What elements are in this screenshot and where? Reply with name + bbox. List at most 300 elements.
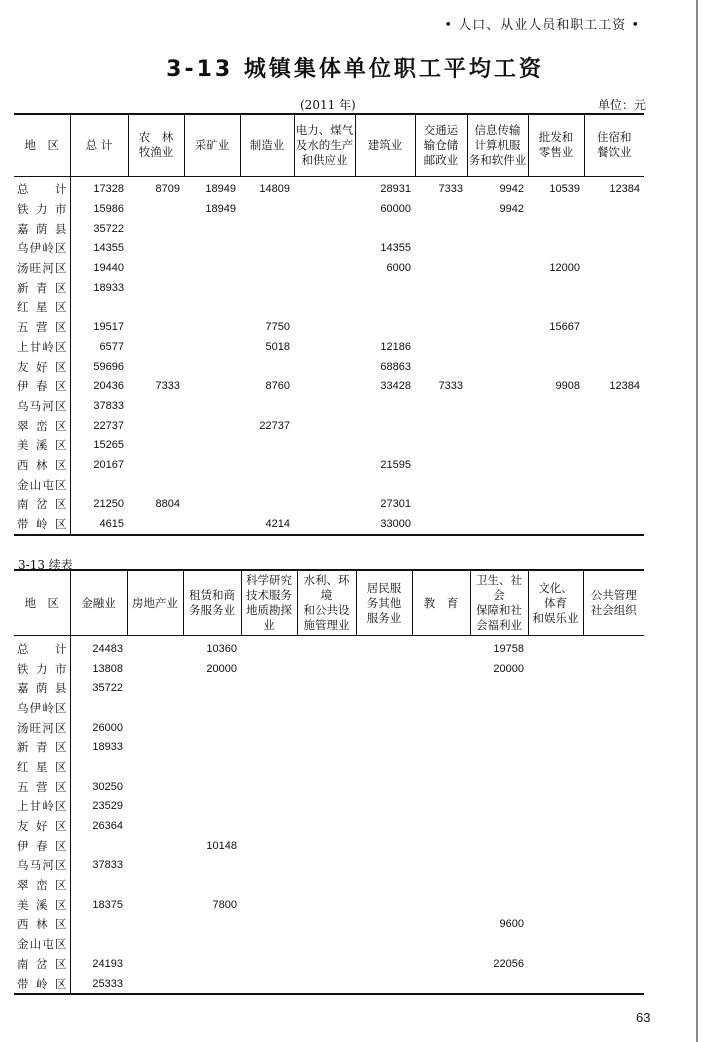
table-row [14,934,644,954]
wage-cell: 9908 [555,380,580,393]
wage-cell [184,258,240,278]
wage-cell: 19758 [493,642,524,655]
column-header: 水利、环境 和公共设 施管理业 [297,570,356,636]
region-name: 带岭区 [14,974,70,995]
wage-cell [355,278,415,298]
wage-cell [412,915,470,935]
wage-cell [241,816,297,836]
wage-cell [183,777,241,797]
wage-cell [528,915,583,935]
wage-cell [240,298,294,318]
wage-cell: 18933 [92,741,123,754]
wage-cell [412,797,470,817]
wage-cell [241,895,297,915]
wage-cell [183,875,241,895]
wage-cell: 7333 [155,380,180,393]
wage-cell [412,856,470,876]
wage-cell [356,659,412,679]
wage-cell [240,199,294,219]
wage-cell [70,915,127,935]
wage-cell: 5018 [265,340,290,353]
wage-cell [467,357,528,377]
region-name: 新青区 [14,278,70,298]
wage-cell [241,797,297,817]
wage-cell: 59696 [93,360,124,373]
wage-cell [294,278,355,298]
table-row [14,337,644,357]
wage-cell [528,974,583,995]
wage-cell [584,258,644,278]
wage-cell [415,357,467,377]
wage-cell [183,678,241,698]
region-name: 铁力市 [14,659,70,679]
wage-cell [184,278,240,298]
wage-cell [356,974,412,995]
column-header: 地 区 [14,570,70,636]
wage-cell [297,698,356,718]
page-number: 63 [636,1010,651,1025]
wage-cell [356,636,412,659]
wage-cell [415,298,467,318]
region-name: 汤旺河区 [14,258,70,278]
wage-cell [584,239,644,259]
wage-cell [128,278,184,298]
wage-cell: 7333 [438,380,463,393]
wage-cell [528,514,584,535]
wage-cell [584,219,644,239]
wage-cell [127,757,183,777]
wage-cell [70,934,127,954]
wage-cell [583,737,644,757]
wage-cell: 12000 [549,262,580,275]
wage-cell [127,698,183,718]
wage-cell [297,974,356,995]
table-row [14,357,644,377]
wage-cell [528,455,584,475]
region-name: 新青区 [14,737,70,757]
wage-cell [127,659,183,679]
wage-cell: 20000 [493,662,524,675]
wage-cell [297,659,356,679]
wage-cell [128,298,184,318]
wage-cell [184,337,240,357]
wage-cell [467,455,528,475]
wage-cell [528,416,584,436]
wage-cell: 37833 [92,859,123,872]
wage-cell [127,954,183,974]
wage-cell [127,636,183,659]
wage-cell [127,678,183,698]
wage-cell: 20000 [206,662,237,675]
table-row [14,875,644,895]
wage-cell: 6000 [386,262,411,275]
column-header: 金融业 [70,570,127,636]
wage-cell [356,797,412,817]
wage-cell [127,737,183,757]
region-name: 带岭区 [14,514,70,535]
wage-cell [528,659,583,679]
wage-cell [127,895,183,915]
wage-cell [584,514,644,535]
wage-cell [415,239,467,259]
wage-cell [583,659,644,679]
wage-cell [583,678,644,698]
region-name: 金山屯区 [14,934,70,954]
wage-cell [583,895,644,915]
wage-cell [415,396,467,416]
wage-cell [70,836,127,856]
running-header: • 人口、从业人员和职工工资 • [444,18,640,33]
wage-cell: 68863 [380,360,411,373]
wage-cell [127,856,183,876]
wage-cell [184,435,240,455]
wage-cell: 10148 [206,839,237,852]
wage-cell [240,258,294,278]
table-row [14,737,644,757]
wage-cell [294,455,355,475]
wage-cell [184,376,240,396]
table-row [14,816,644,836]
region-name: 乌马河区 [14,396,70,416]
region-name: 上甘岭区 [14,797,70,817]
table-row [14,298,644,318]
wage-cell [583,816,644,836]
wage-cell [470,856,528,876]
region-name: 翠峦区 [14,416,70,436]
wage-cell [128,416,184,436]
wage-cell [127,875,183,895]
wage-cell [356,757,412,777]
wage-cell [412,678,470,698]
wage-cell [584,298,644,318]
wage-cell [297,757,356,777]
wage-cell [412,934,470,954]
wage-cell [241,974,297,995]
wage-cell [183,797,241,817]
wage-cell: 13808 [92,662,123,675]
wage-cell [183,915,241,935]
wage-cell [241,836,297,856]
wage-cell [184,239,240,259]
wage-cell [240,219,294,239]
wage-cell: 18949 [205,203,236,216]
wage-cell [183,698,241,718]
wage-cell [470,816,528,836]
wage-cell [128,199,184,219]
region-name: 南岔区 [14,495,70,515]
wage-cell: 4214 [265,518,290,531]
wage-cell [356,954,412,974]
wage-cell [412,737,470,757]
wage-cell [183,934,241,954]
region-name: 金山屯区 [14,475,70,495]
wage-cell [70,698,127,718]
wage-cell [355,435,415,455]
table-row [14,954,644,974]
wage-cell [240,435,294,455]
wage-cell: 20167 [93,458,124,471]
wage-cell [584,317,644,337]
wage-cell [294,514,355,535]
table-row [14,514,644,535]
table-row [14,176,644,199]
wage-cell [583,934,644,954]
column-header: 交通运 输仓储 邮政业 [415,114,467,176]
wage-cell: 18949 [205,183,236,196]
wage-cell [241,954,297,974]
column-header: 地 区 [14,114,70,176]
wage-cell [470,757,528,777]
wage-cell [241,915,297,935]
wage-cell: 24193 [92,957,123,970]
wage-cell [356,698,412,718]
wage-cell: 26000 [92,721,123,734]
column-header: 住宿和 餐饮业 [584,114,644,176]
wage-cell [470,718,528,738]
wage-cell [470,934,528,954]
wage-cell [583,915,644,935]
wage-cell: 26364 [92,820,123,833]
wage-cell [127,797,183,817]
table-row [14,475,644,495]
wage-cell [415,495,467,515]
wage-cell [183,737,241,757]
wage-cell [128,317,184,337]
table-header-row [14,114,644,176]
wage-cell [467,396,528,416]
wage-cell [127,915,183,935]
wage-cell: 15265 [93,439,124,452]
wage-cell [584,396,644,416]
region-name: 乌马河区 [14,856,70,876]
wage-cell: 15667 [549,321,580,334]
column-header: 建筑业 [355,114,415,176]
wage-cell [294,495,355,515]
wage-cell [297,934,356,954]
wage-cell: 14809 [259,183,290,196]
region-name: 翠峦区 [14,875,70,895]
region-name: 美溪区 [14,435,70,455]
wage-cell [528,278,584,298]
table-row [14,239,644,259]
wage-table-part1 [14,113,644,536]
wage-cell [297,777,356,797]
region-name: 友好区 [14,357,70,377]
wage-cell [128,475,184,495]
wage-cell: 22737 [259,419,290,432]
wage-cell: 17328 [93,183,124,196]
wage-cell [184,416,240,436]
table-row [14,317,644,337]
wage-cell [297,954,356,974]
region-name: 红星区 [14,757,70,777]
wage-cell [528,895,583,915]
wage-cell: 18375 [92,898,123,911]
wage-cell: 8709 [155,183,180,196]
page-edge-line [696,0,698,1042]
wage-cell [356,895,412,915]
wage-cell [583,875,644,895]
wage-cell [356,836,412,856]
wage-cell [356,737,412,757]
wage-cell [528,298,584,318]
wage-cell [184,317,240,337]
wage-cell: 22056 [493,957,524,970]
wage-cell [294,219,355,239]
region-name: 乌伊岭区 [14,698,70,718]
wage-cell: 30250 [92,780,123,793]
wage-cell [528,698,583,718]
wage-cell [528,737,583,757]
wage-cell [528,678,583,698]
wage-cell [183,954,241,974]
wage-cell [415,475,467,495]
wage-cell [128,258,184,278]
wage-cell [467,416,528,436]
table-row [14,495,644,515]
table-header-row [14,570,644,636]
wage-cell [183,856,241,876]
region-name: 西林区 [14,915,70,935]
wage-cell [528,954,583,974]
wage-cell [528,836,583,856]
wage-cell: 7750 [265,321,290,334]
wage-cell [584,199,644,219]
wage-cell [184,219,240,239]
wage-cell [240,357,294,377]
column-header: 卫生、社会 保障和社 会福利业 [470,570,528,636]
wage-cell [583,777,644,797]
wage-cell [528,757,583,777]
wage-cell [470,737,528,757]
wage-cell [356,678,412,698]
wage-cell: 60000 [380,203,411,216]
wage-cell [184,475,240,495]
region-name: 嘉荫县 [14,219,70,239]
region-name: 伊春区 [14,376,70,396]
wage-cell: 24483 [92,642,123,655]
column-header: 居民服 务其他 服务业 [356,570,412,636]
wage-cell [584,357,644,377]
wage-cell [128,514,184,535]
wage-cell [297,737,356,757]
wage-cell [584,495,644,515]
wage-cell [128,219,184,239]
table-row [14,659,644,679]
column-header: 公共管理 社会组织 [583,570,644,636]
wage-cell [183,816,241,836]
wage-cell: 7333 [438,183,463,196]
wage-cell [415,337,467,357]
column-header: 房地产业 [127,570,183,636]
table-row [14,915,644,935]
table-row [14,396,644,416]
wage-cell [127,836,183,856]
wage-cell [467,317,528,337]
region-name: 上甘岭区 [14,337,70,357]
wage-cell [297,856,356,876]
wage-cell [356,816,412,836]
wage-cell [356,875,412,895]
wage-cell: 33428 [380,380,411,393]
wage-cell [183,757,241,777]
wage-cell [528,797,583,817]
wage-cell: 7800 [212,898,237,911]
wage-cell [467,219,528,239]
column-header: 总 计 [70,114,128,176]
wage-cell [128,357,184,377]
column-header: 农 林 牧渔业 [128,114,184,176]
wage-cell [415,435,467,455]
wage-cell [184,357,240,377]
wage-cell [294,317,355,337]
wage-cell [294,396,355,416]
page-title: 3-13 城镇集体单位职工平均工资 [166,57,544,82]
column-header: 采矿业 [184,114,240,176]
wage-cell [184,455,240,475]
wage-cell [294,357,355,377]
wage-cell [467,258,528,278]
wage-cell: 23529 [92,800,123,813]
wage-cell: 35722 [92,682,123,695]
table-row [14,797,644,817]
wage-cell [356,934,412,954]
wage-cell [470,777,528,797]
table-row [14,974,644,995]
wage-cell [241,875,297,895]
wage-cell [241,777,297,797]
wage-cell [528,219,584,239]
wage-cell: 35722 [93,222,124,235]
wage-cell [356,777,412,797]
wage-cell: 22737 [93,419,124,432]
wage-cell [412,974,470,995]
region-name: 南岔区 [14,954,70,974]
table-row [14,678,644,698]
wage-cell: 37833 [93,399,124,412]
wage-cell [355,475,415,495]
wage-cell [297,797,356,817]
wage-cell [297,875,356,895]
wage-cell [412,718,470,738]
wage-cell [528,435,584,455]
wage-cell [241,659,297,679]
wage-cell: 8804 [155,498,180,511]
wage-cell: 10539 [549,183,580,196]
wage-cell [297,836,356,856]
wage-cell [467,239,528,259]
wage-cell [240,475,294,495]
wage-cell [584,416,644,436]
region-name: 西林区 [14,455,70,475]
wage-cell [294,475,355,495]
wage-cell [584,337,644,357]
wage-cell [467,435,528,455]
region-name: 铁力市 [14,199,70,219]
wage-cell [241,934,297,954]
wage-cell: 12186 [380,340,411,353]
region-name: 五营区 [14,317,70,337]
region-name: 嘉荫县 [14,678,70,698]
unit-label: 单位：元 [598,98,647,112]
wage-cell [528,777,583,797]
wage-cell: 21595 [380,458,411,471]
wage-cell [528,718,583,738]
wage-cell [355,298,415,318]
wage-cell [467,514,528,535]
wage-cell [355,219,415,239]
wage-cell: 10360 [206,642,237,655]
